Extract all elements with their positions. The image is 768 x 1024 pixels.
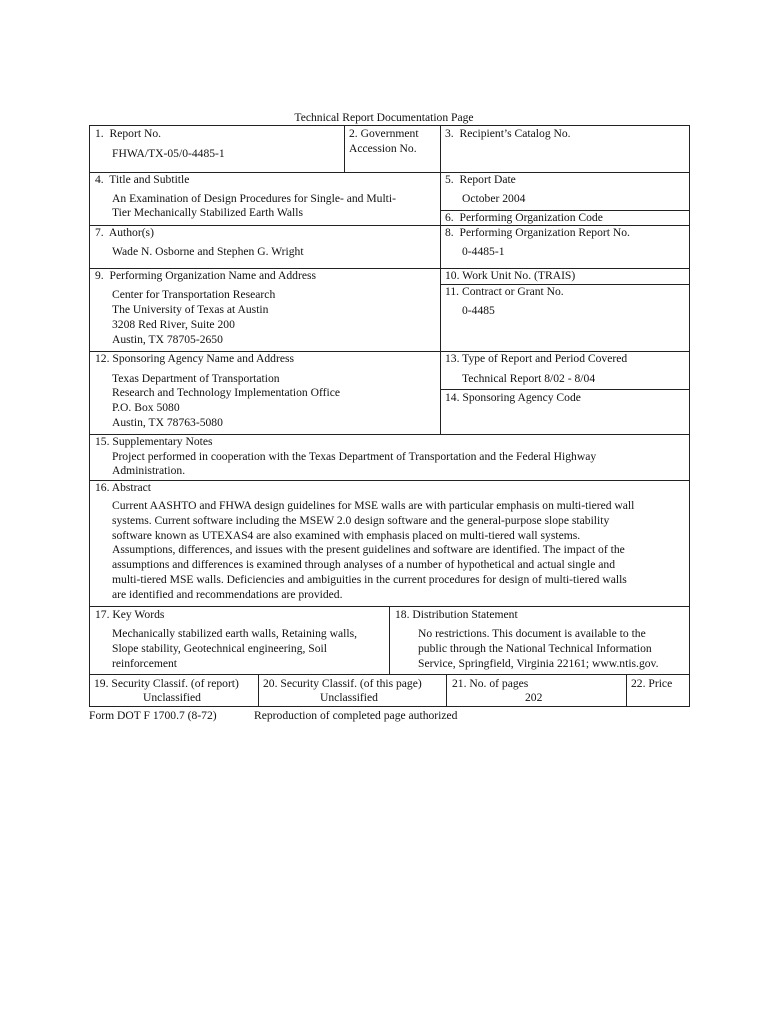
security-report-value: Unclassified bbox=[143, 691, 201, 704]
sponsor-code-label: 14. Sponsoring Agency Code bbox=[445, 391, 581, 404]
abstract-label: 16. Abstract bbox=[95, 481, 152, 494]
key-words-line-1: Mechanically stabilized earth walls, Retaining walls, bbox=[112, 627, 358, 640]
perf-org-name-line-4: Austin, TX 78705-2650 bbox=[112, 333, 223, 346]
title-line-2: Tier Mechanically Stabilized Earth Walls bbox=[112, 206, 303, 219]
distribution-line-2: public through the National Technical Information bbox=[418, 642, 652, 655]
cell-divider bbox=[440, 389, 690, 390]
perf-org-name-line-3: 3208 Red River, Suite 200 bbox=[112, 318, 235, 331]
perf-org-code-label: 6. Performing Organization Code bbox=[445, 211, 603, 224]
work-unit-label: 10. Work Unit No. (TRAIS) bbox=[445, 269, 576, 282]
sponsor-line-3: P.O. Box 5080 bbox=[112, 401, 180, 414]
num-pages-value: 202 bbox=[525, 691, 543, 704]
abstract-line: Current AASHTO and FHWA design guidelines for MSE walls are with particular emphasis on multi-tiered wall bbox=[112, 499, 635, 512]
column-divider bbox=[389, 606, 390, 674]
column-divider bbox=[440, 125, 441, 172]
price-label: 22. Price bbox=[631, 677, 673, 690]
gov-accession-label-2: Accession No. bbox=[349, 142, 417, 155]
reproduction-note: Reproduction of completed page authorized bbox=[254, 709, 458, 722]
authors-label: 7. Author(s) bbox=[95, 226, 154, 239]
distribution-line-3: Service, Springfield, Virginia 22161; www.ntis.gov. bbox=[418, 657, 659, 670]
gov-accession-label: 2. Government bbox=[349, 127, 419, 140]
sponsor-line-1: Texas Department of Transportation bbox=[112, 372, 280, 385]
distribution-label: 18. Distribution Statement bbox=[395, 608, 518, 621]
perf-org-name-line-2: The University of Texas at Austin bbox=[112, 303, 269, 316]
report-no-label: 1. Report No. bbox=[95, 127, 162, 140]
report-date-value: October 2004 bbox=[462, 192, 526, 205]
contract-value: 0-4485 bbox=[462, 304, 495, 317]
column-divider bbox=[344, 125, 345, 172]
supp-notes-line-1: Project performed in cooperation with the Texas Department of Transportation and the Federal Highway bbox=[112, 450, 597, 463]
perf-org-name-label: 9. Performing Organization Name and Address bbox=[95, 269, 316, 282]
supp-notes-label: 15. Supplementary Notes bbox=[95, 435, 213, 448]
security-page-label: 20. Security Classif. (of this page) bbox=[263, 677, 422, 690]
title-subtitle-label: 4. Title and Subtitle bbox=[95, 173, 190, 186]
page-title: Technical Report Documentation Page bbox=[294, 111, 474, 124]
column-divider bbox=[446, 674, 447, 707]
authors-value: Wade N. Osborne and Stephen G. Wright bbox=[112, 245, 304, 258]
perf-org-report-no-value: 0-4485-1 bbox=[462, 245, 505, 258]
abstract-line: multi-tiered MSE walls. Deficiencies and ambiguities in the current procedures for design of multi-tiered walls bbox=[112, 573, 627, 586]
contract-label: 11. Contract or Grant No. bbox=[445, 285, 564, 298]
row-divider bbox=[89, 480, 690, 481]
form-id: Form DOT F 1700.7 (8-72) bbox=[89, 709, 217, 722]
distribution-line-1: No restrictions. This document is available to the bbox=[418, 627, 646, 640]
perf-org-name-line-1: Center for Transportation Research bbox=[112, 288, 276, 301]
sponsor-label: 12. Sponsoring Agency Name and Address bbox=[95, 352, 295, 365]
report-type-value: Technical Report 8/02 - 8/04 bbox=[462, 372, 596, 385]
key-words-line-2: Slope stability, Geotechnical engineering, Soil bbox=[112, 642, 327, 655]
key-words-line-3: reinforcement bbox=[112, 657, 178, 670]
abstract-line: assumptions and differences is examined through analyses of a number of hypothetical and actual single and bbox=[112, 558, 616, 571]
column-divider bbox=[626, 674, 627, 707]
report-date-label: 5. Report Date bbox=[445, 173, 516, 186]
abstract-line: are identified and recommendations are provided. bbox=[112, 588, 343, 601]
perf-org-report-no-label: 8. Performing Organization Report No. bbox=[445, 226, 630, 239]
supp-notes-line-2: Administration. bbox=[112, 464, 186, 477]
abstract-line: Assumptions, differences, and issues with the present guidelines and software are identified. The impact of the bbox=[112, 543, 625, 556]
column-divider bbox=[258, 674, 259, 707]
abstract-line: software known as UTEXAS4 are also examined with emphasis placed on multi-tiered wall systems. bbox=[112, 529, 581, 542]
security-report-label: 19. Security Classif. (of report) bbox=[94, 677, 239, 690]
abstract-line: systems. Current software including the MSEW 2.0 design software and the general-purpose slope stability bbox=[112, 514, 610, 527]
title-line-1: An Examination of Design Procedures for Single- and Multi- bbox=[112, 192, 396, 205]
column-divider bbox=[440, 172, 441, 434]
sponsor-line-2: Research and Technology Implementation Office bbox=[112, 386, 340, 399]
report-no-value: FHWA/TX-05/0-4485-1 bbox=[112, 147, 225, 160]
report-type-label: 13. Type of Report and Period Covered bbox=[445, 352, 628, 365]
key-words-label: 17. Key Words bbox=[95, 608, 165, 621]
security-page-value: Unclassified bbox=[320, 691, 378, 704]
catalog-no-label: 3. Recipient’s Catalog No. bbox=[445, 127, 571, 140]
num-pages-label: 21. No. of pages bbox=[452, 677, 529, 690]
row-divider bbox=[89, 674, 690, 675]
sponsor-line-4: Austin, TX 78763-5080 bbox=[112, 416, 223, 429]
